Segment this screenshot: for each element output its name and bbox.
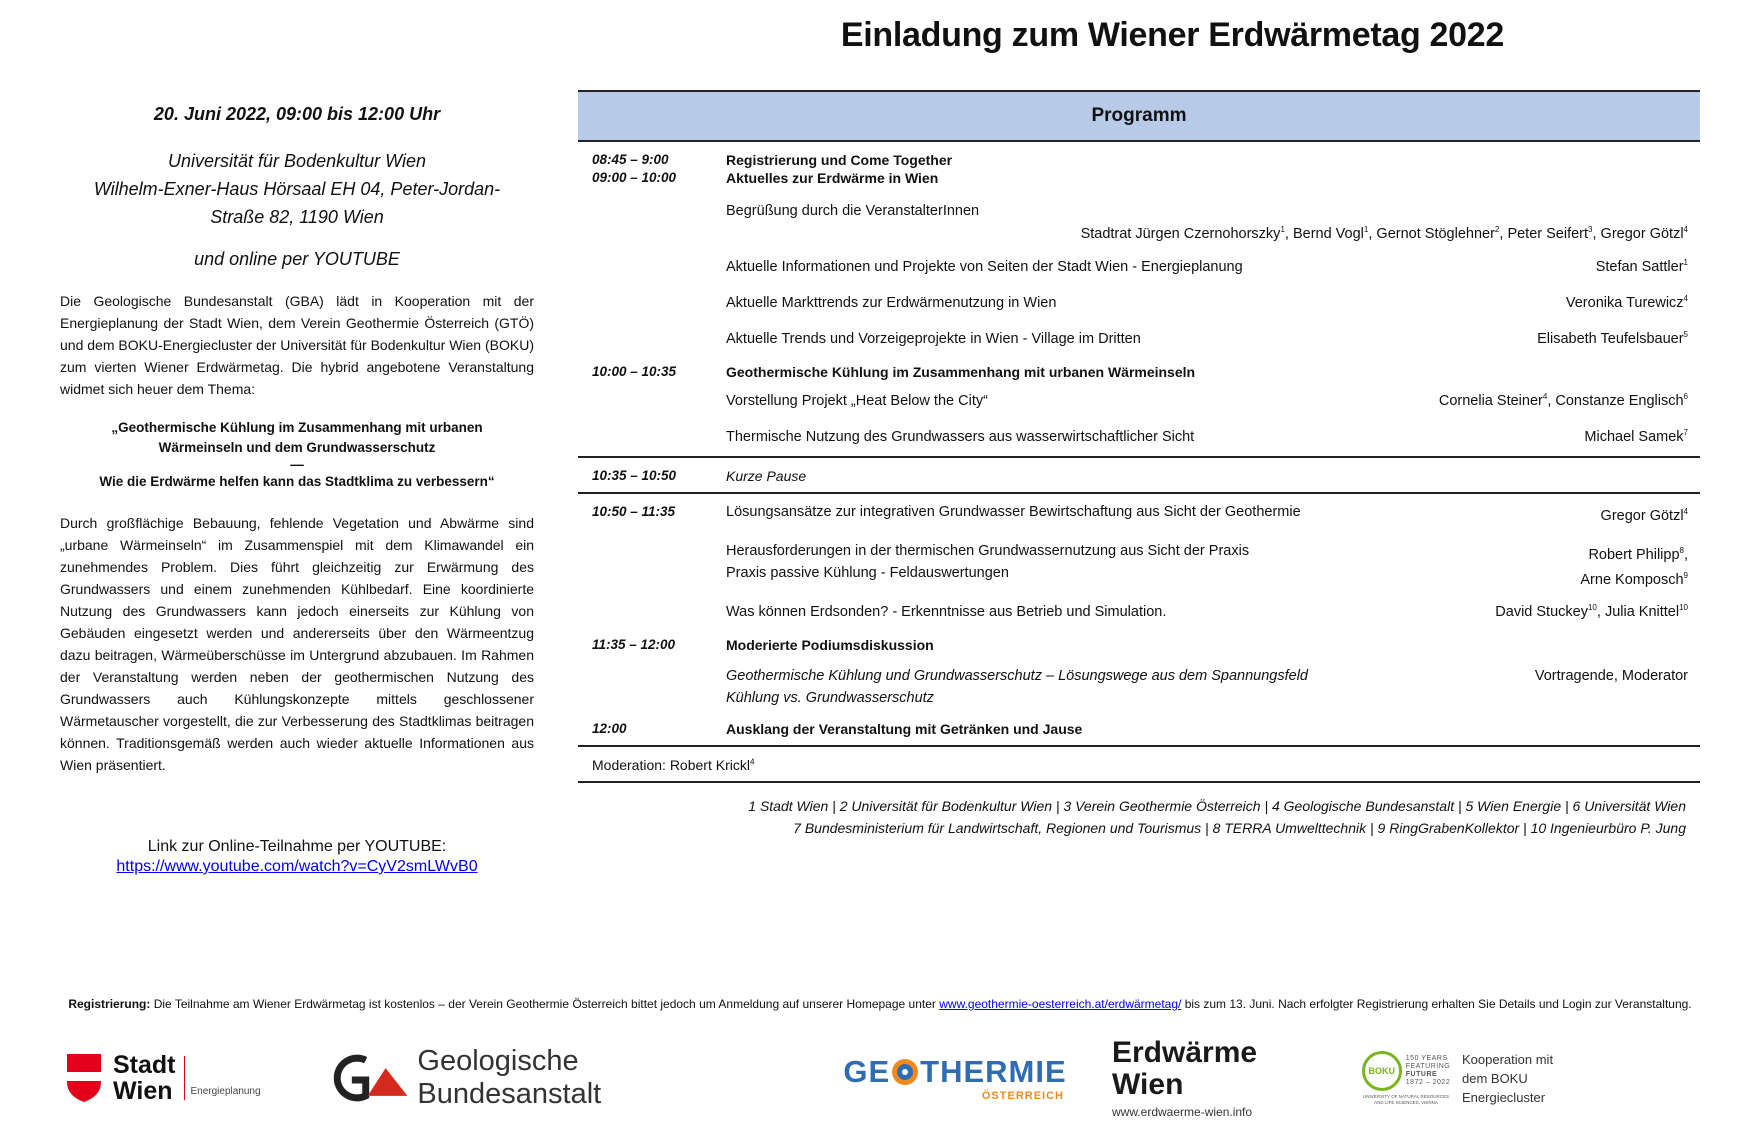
agenda-row (592, 504, 1688, 524)
registration-label: Registrierung: (68, 997, 151, 1011)
agenda-title: Kurze Pause (726, 468, 807, 484)
session-row (592, 665, 1688, 709)
agenda-time: 10:35 – 10:50 (592, 468, 677, 483)
registration-text-2: bis zum 13. Juni. Nach erfolgter Registrierung erhalten Sie Details und Login zur Veranstaltung. (1184, 997, 1692, 1011)
session-row (592, 292, 1688, 314)
wien-shield-icon (65, 1052, 103, 1104)
body-paragraph: Durch großflächige Bebauung, fehlende Vegetation und Abwärme sind „urbane Wärmeinseln“ im Zusammenspiel mit dem Klimawandel ein zunehmendes Problem. Dies führt gleichzeitig zur Erwärmung des Grundwassers und einem zunehmenden Kühlbedarf. Eine koordinierte Nutzung des Grundwassers kann jedoch einerseits zur Kühlung von Gebäuden eingesetzt werden und andererseits über den Wärmeentzug dazu beitragen, Wärmeüberschüsse im Untergrund abzubauen. Im Rahmen der Veranstaltung werden neben der geothermischen Nutzung des Grundwassers auch Kühlungskonzepte mittels geschlossener Wärmetauscher vorgestellt, die zur Verbesserung des Stadtklimas beitragen können. Traditionsgemäß werden auch wieder aktuelle Informationen aus Wien präsentiert. (60, 515, 534, 773)
session-row (592, 328, 1688, 350)
agenda-row (592, 468, 1688, 484)
speaker-name: Stadtrat Jürgen Czernohorszky (1080, 226, 1281, 242)
footnote-line: 1 Stadt Wien | 2 Universität für Bodenkultur Wien | 3 Verein Geothermie Österreich | 4 Geologische Bundesanstalt | 5 Wien Energie | 6 Universität Wien (748, 798, 1686, 814)
program-table (578, 90, 1700, 839)
session-title: Aktuelle Markttrends zur Erdwärmenutzung in Wien (726, 295, 1057, 311)
boku-badge-icon: BOKU (1362, 1051, 1402, 1091)
event-theme (60, 418, 534, 492)
invitation-column (60, 104, 534, 876)
partner-logos (60, 1036, 1700, 1119)
session-row (592, 426, 1688, 448)
geothermie-logo: GE THERMIE ÖSTERREICH (843, 1054, 1067, 1102)
agenda-time: 10:00 – 10:35 (592, 364, 677, 379)
session-title: Geothermische Kühlung und Grundwasserschutz – Lösungswege aus dem Spannungsfeld Kühlung vs. Grundwasserschutz (726, 668, 1308, 706)
session-row (592, 390, 1688, 412)
agenda-row (592, 152, 1688, 168)
speaker-name: Gernot Stöglehner (1376, 226, 1495, 242)
agenda-title: Aktuelles zur Erdwärme in Wien (726, 170, 939, 186)
session-title: Aktuelle Trends und Vorzeigeprojekte in Wien - Village im Dritten (726, 331, 1141, 347)
agenda-time: 10:50 – 11:35 (592, 504, 676, 519)
stadt-wien-logo: Stadt Wien Energieplanung (65, 1042, 265, 1114)
footnote-line: 7 Bundesministerium für Landwirtschaft, Regionen und Tourismus | 8 TERRA Umwelttechnik | 9 RingGrabenKollektor | 10 Ingenieurbüro P. Jung (793, 820, 1686, 836)
registration-link[interactable]: www.geothermie-oesterreich.at/erdwärmetag/ (939, 997, 1182, 1011)
session-title: Herausforderungen in der thermischen Grundwassernutzung aus Sicht der Praxis Praxis passive Kühlung - Feldauswertungen (726, 543, 1250, 581)
program-header: Programm (578, 90, 1700, 142)
session-row (592, 601, 1688, 623)
youtube-link[interactable]: https://www.youtube.com/watch?v=CyV2smLWvB0 (116, 858, 478, 875)
session-title: Begrüßung durch die VeranstalterInnen (726, 203, 980, 219)
session-speaker: Veronika Turewicz$^4$ (1565, 294, 1688, 311)
agenda-title: Registrierung und Come Together (726, 152, 953, 168)
boku-logo: BOKU 150 YEARS FEATURING FUTURE 1872 – 2022 UNIVERSITY OF NATURAL RESOURCES AND LIFE SCIENCES, VIENNA Kooperation mit dem BOKU Energiecluster (1363, 1051, 1554, 1105)
session-speaker: Stefan Sattler$^1$ (1595, 258, 1688, 275)
registration-note (60, 994, 1700, 1014)
agenda-row (592, 170, 1688, 186)
program-block-late (578, 494, 1700, 747)
venue-line: Universität für Bodenkultur Wien (168, 151, 426, 171)
venue-line: Straße 82, 1190 Wien (210, 207, 384, 227)
session-title: Thermische Nutzung des Grundwassers aus wasserwirtschaftlicher Sicht (726, 429, 1195, 445)
intro-paragraph: Die Geologische Bundesanstalt (GBA) lädt in Kooperation mit der Energieplanung der Stadt Wien, dem Verein Geothermie Österreich (GTÖ) und dem BOKU-Energiecluster der Universität für Bodenkultur Wien (BOKU) zum vierten Wiener Erdwärmetag. Die hybrid angebotene Veranstaltung widmet sich heuer dem Thema: (60, 293, 534, 397)
agenda-row (592, 637, 1688, 653)
session-speaker: Gregor Götzl$^4$ (1600, 507, 1688, 524)
session-row (592, 256, 1688, 278)
theme-line: „Geothermische Kühlung im Zusammenhang mit urbanen (111, 420, 483, 435)
session-title: Aktuelle Informationen und Projekte von Seiten der Stadt Wien - Energieplanung (726, 259, 1243, 275)
speaker-name: Bernd Vogl (1292, 226, 1364, 242)
theme-divider: — (290, 457, 304, 472)
youtube-label: Link zur Online-Teilnahme per YOUTUBE: (147, 838, 447, 855)
moderation-line: Moderation: Robert Krickl$^4$ (578, 747, 1700, 783)
session-speaker: Robert Philipp$^8$, Arne Komposch$^9$ (1580, 546, 1688, 588)
session-speaker: Elisabeth Teufelsbauer$^5$ (1537, 330, 1688, 347)
agenda-time: 08:45 – 9:00 (592, 152, 669, 167)
erdwaerme-wien-logo: Erdwärme Wien www.erdwaerme-wien.info (1112, 1036, 1258, 1119)
session-row (592, 540, 1688, 593)
geothermie-globe-icon (890, 1057, 920, 1087)
agenda-time: 09:00 – 10:00 (592, 170, 677, 185)
agenda-title: Lösungsansätze zur integrativen Grundwasser Bewirtschaftung aus Sicht der Geothermie (726, 504, 1301, 520)
session-speaker: Michael Samek$^7$ (1584, 428, 1688, 445)
agenda-row (592, 721, 1688, 737)
theme-line: Wie die Erdwärme helfen kann das Stadtklima zu verbessern“ (99, 474, 495, 489)
session-speaker: David Stuckey$^{10}$, Julia Knittel$^{10}$ (1495, 603, 1688, 620)
session-speaker: Vortragende, Moderator (1534, 668, 1688, 684)
document-title: Einladung zum Wiener Erdwärmetag 2022 (840, 16, 1504, 54)
session-row (592, 200, 1688, 222)
agenda-title: Moderierte Podiumsdiskussion (726, 637, 934, 653)
theme-line: Wärmeinseln und dem Grundwasserschutz (158, 440, 436, 455)
online-note: und online per YOUTUBE (194, 249, 400, 269)
agenda-title: Ausklang der Veranstaltung mit Getränken und Jause (726, 721, 1083, 737)
agenda-time: 11:35 – 12:00 (592, 637, 676, 652)
session-title: Vorstellung Projekt „Heat Below the City“ (726, 393, 988, 409)
agenda-time: 12:00 (592, 721, 627, 736)
gba-emblem-icon (328, 1052, 409, 1104)
agenda-title: Geothermische Kühlung im Zusammenhang mit urbanen Wärmeinseln (726, 364, 1196, 380)
speaker-name: Gregor Götzl (1600, 226, 1684, 242)
venue (60, 147, 534, 231)
gba-logo: Geologische Bundesanstalt (328, 1042, 768, 1114)
registration-text: Die Teilnahme am Wiener Erdwärmetag ist kostenlos – der Verein Geothermie Österreich bittet jedoch um Anmeldung auf unserer Homepage unter (153, 997, 936, 1011)
session-title: Was können Erdsonden? - Erkenntnisse aus Betrieb und Simulation. (726, 604, 1167, 620)
speaker-name: Peter Seifert (1507, 226, 1589, 242)
venue-line: Wilhelm-Exner-Haus Hörsaal EH 04, Peter-Jordan- (93, 179, 501, 199)
agenda-row (592, 364, 1688, 380)
program-block-break (578, 458, 1700, 494)
program-block-morning (578, 142, 1700, 458)
session-speaker: Cornelia Steiner$^4$, Constanze Englisch$^6$ (1438, 392, 1688, 409)
affiliation-footnotes (578, 783, 1700, 839)
event-date: 20. Juni 2022, 09:00 bis 12:00 Uhr (153, 104, 441, 124)
session-speakers: Stadtrat Jürgen Czernohorszky$^1$, Bernd Vogl$^1$, Gernot Stöglehner$^2$, Peter Seifert$^3$, Gregor Götzl$^4$ (1080, 225, 1688, 242)
